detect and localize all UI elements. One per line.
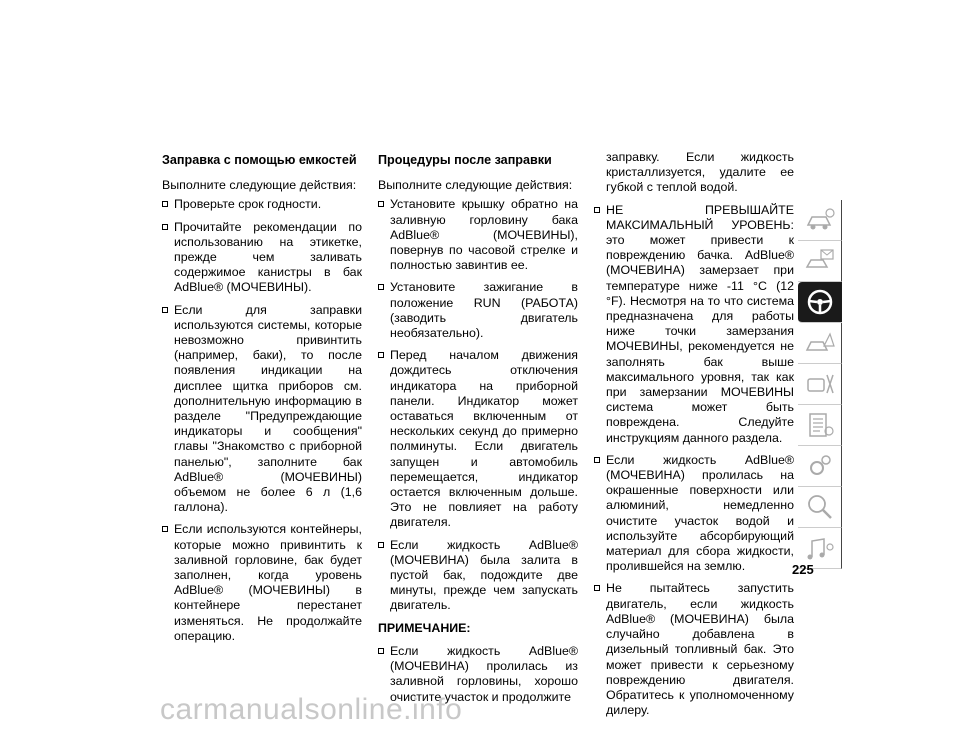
mail-car-icon	[804, 246, 836, 276]
steering-wheel-icon	[804, 287, 836, 317]
tab-service-list[interactable]	[798, 405, 842, 446]
list-item: Если жидкость AdBlue® (МОЧЕВИНА) пролилась на окрашенные поверхности или алюминий, немедленно очистите участок водой и используйте абсорбирующий материал для сбора жидкости, пролившейся на землю.	[594, 453, 794, 575]
multimedia-icon	[804, 533, 836, 563]
checkbox-bullet-icon	[594, 585, 600, 591]
checkbox-bullet-icon	[162, 307, 168, 313]
continuation-text: заправку. Если жидкость кристаллизуется, удалите ее губкой с теплой водой.	[606, 150, 794, 195]
checkbox-bullet-icon	[162, 224, 168, 230]
tab-steering-wheel[interactable]	[798, 282, 842, 323]
tab-mail-car[interactable]	[798, 241, 842, 282]
settings-gears-icon	[804, 451, 836, 481]
list-item: Перед началом движения дождитесь отключения индикатора на приборной панели. Индикатор может оставаться включенным от нескольких секунд до примерно полминуты. Если двигатель запущен и автомобиль перемещается, индикатор остается включенным дольше. Это не повлияет на работу двигателя.	[378, 348, 578, 530]
intro-text: Выполните следующие действия:	[162, 178, 357, 193]
tab-car-info[interactable]	[798, 200, 842, 241]
watermark-text[interactable]: carmanualsonline.info	[160, 693, 463, 726]
list-item: Проверьте срок годности.	[162, 197, 362, 212]
list-item: Установите зажигание в положение RUN (РАБОТА) (заводить двигатель необязательно).	[378, 280, 578, 341]
warning-car-icon	[804, 328, 836, 358]
checkbox-bullet-icon	[594, 457, 600, 463]
list-item: Установите крышку обратно на заливную горловину бака AdBlue® (МОЧЕВИНЫ), повернув по часовой стрелке и полностью завинтив ее.	[378, 197, 578, 273]
tab-warning-car[interactable]	[798, 323, 842, 364]
checkbox-bullet-icon	[378, 648, 384, 654]
note-label: ПРИМЕЧАНИЕ:	[378, 620, 471, 635]
section-heading: Процедуры после заправки	[378, 153, 552, 167]
checkbox-bullet-icon	[378, 201, 384, 207]
car-info-icon	[804, 205, 836, 235]
chapter-tabs	[798, 200, 842, 569]
magnifier-icon	[804, 492, 836, 522]
list-item: Прочитайте рекомендации по использованию на этикетке, прежде чем заливать содержимое канистры в бак AdBlue® (МОЧЕВИНЫ).	[162, 220, 362, 296]
intro-text: Выполните следующие действия:	[378, 178, 573, 193]
list-item: Если жидкость AdBlue® (МОЧЕВИНА) пролилась из заливной горловины, хорошо очистите участок и продолжите	[378, 644, 578, 705]
service-list-icon	[804, 410, 836, 440]
list-item: Если используются контейнеры, которые можно привинтить к заливной горловине, бак будет заполнен, когда уровень AdBlue® (МОЧЕВИНЫ) в контейнере перестанет изменяться. Не продолжайте операцию.	[162, 522, 362, 644]
list-item: Если жидкость AdBlue® (МОЧЕВИНА) была залита в пустой бак, подождите две минуты, прежде чем запускать двигатель.	[378, 538, 578, 614]
section-heading: Заправка с помощью емкостей	[162, 153, 357, 167]
checkbox-bullet-icon	[162, 526, 168, 532]
list-item: НЕ ПРЕВЫШАЙТЕ МАКСИМАЛЬНЫЙ УРОВЕНЬ: это может привести к повреждению бачка. AdBlue® (МОЧЕВИНА) замерзает при температуре ниже -11 °C (12 °F). Несмотря на то что система предназначена для работы ниже точки замерзания МОЧЕВИНЫ, рекомендуется не заполнять бак выше максимального уровня, так как при замерзании МОЧЕВИНЫ система может быть повреждена. Следуйте инструкциям данного раздела.	[594, 203, 794, 446]
tab-settings-gears[interactable]	[798, 446, 842, 487]
tab-magnifier[interactable]	[798, 487, 842, 528]
checkbox-bullet-icon	[594, 207, 600, 213]
tab-car-tools[interactable]	[798, 364, 842, 405]
list-item: Не пытайтесь запустить двигатель, если жидкость AdBlue® (МОЧЕВИНА) была случайно добавлена в дизельный топливный бак. Это может привести к серьезному повреждению двигателя. Обратитесь к уполномоченному дилеру.	[594, 581, 794, 718]
page-number: 225	[792, 562, 814, 577]
checkbox-bullet-icon	[378, 542, 384, 548]
car-tools-icon	[804, 369, 836, 399]
checkbox-bullet-icon	[378, 284, 384, 290]
column-3	[594, 150, 794, 725]
checkbox-bullet-icon	[378, 352, 384, 358]
column-1	[162, 153, 362, 651]
checkbox-bullet-icon	[162, 201, 168, 207]
list-item: Если для заправки используются системы, которые невозможно привинтить (например, баки), то после появления индикации на дисплее щитка приборов см. дополнительную информацию в разделе "Предупреждающие индикаторы и сообщения" главы "Знакомство с приборной панелью", заполните бак AdBlue® (МОЧЕВИНЫ) объемом не более 6 л (1,6 галлона).	[162, 303, 362, 516]
column-2	[378, 153, 578, 712]
